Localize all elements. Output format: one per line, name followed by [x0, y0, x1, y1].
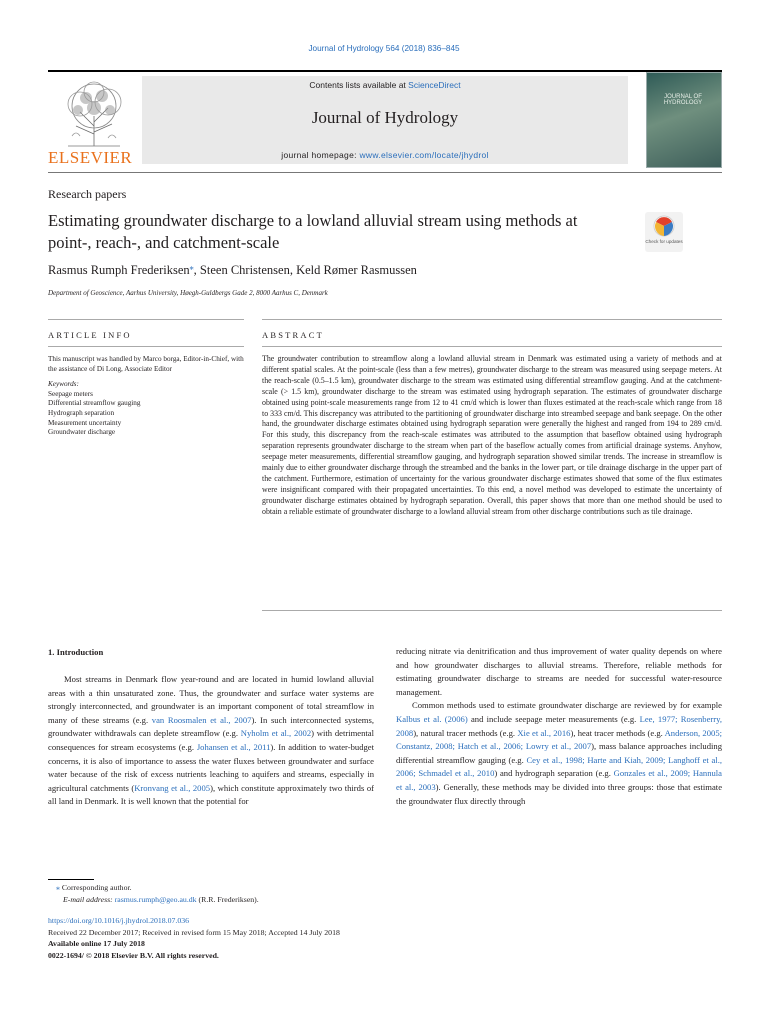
- abstract-text: The groundwater contribution to streamflow along a lowland alluvial stream in Denmark was estimated using a variety of methods and at different spatial scales. At the point-scale (less than a few metres), groundwater discharge to the stream was measured using seepage meters. At the reach-scale (0.5–1.5 km), groundwater discharge to the stream was estimated using differential streamflow gauging. And at the catchment-scale (> 1.5 km), groundwater discharge to the stream was estimated using hydrograph separation. The estimates of groundwater discharge obtained using point-scale measurements range from 12 to 41 cm/d which is lower than fluxes estimated at the reach-scale which range from 18 to 333 cm/d. This discrepancy was attributed to the partitioning of groundwater discharge into streambed seepage and bank seepage. On the other hand, the groundwater discharge estimates obtained using hydrograph separation were generally the highest and ranged from 194 to 289 cm/d. For this study, this discrepancy from the reach-scale estimates was attributed to the assumption that baseflow obtained using hydrograph separation represents groundwater discharge to the stream when part of the baseflow actually comes from artificial drainage systems. Anyhow, seepage meter measurements, differential streamflow gauging, and hydrograph separation showed similar trends. The increase in streamflow is mainly due to either groundwater discharge through the streambed and the banks in the lower part, or tile drainage discharge in the upper part of the catchment. Furthermore, estimation of uncertainty for the various groundwater discharge estimates showed that some of the flux estimates were insignificant compared with their propagated uncertainties. To this end, a novel method was developed to estimate the uncertainty of groundwater discharge estimates obtained by hydrograph separation. Overall, this paper shows that more than one method should be used to obtain a reliable estimate of groundwater discharge to a lowland alluvial stream from other discharge contributions such as tile drainage.: [262, 354, 722, 516]
- handled-by-note: This manuscript was handled by Marco borga, Editor-in-Chief, with the assistance of Di Long, Associate Editor: [48, 355, 244, 373]
- keyword: Measurement uncertainty: [48, 418, 122, 427]
- journal-cover-image[interactable]: [646, 72, 722, 168]
- doi-link[interactable]: https://doi.org/10.1016/j.jhydrol.2018.07.036: [48, 916, 190, 925]
- elsevier-wordmark[interactable]: ELSEVIER: [48, 148, 133, 167]
- article-meta: [48, 915, 548, 961]
- homepage-line: [142, 150, 628, 160]
- body-column-left: [48, 673, 374, 809]
- masthead-rule: [48, 70, 722, 72]
- footnotes: [48, 882, 448, 905]
- journal-title: Journal of Hydrology: [311, 108, 459, 127]
- text-run: ). In addition to water-budget concerns, it is also of importance to assess the water fluxes between groundwater and surface water because of the risk of excess nutrients leaching to aquifers and streams, especially in agricultural catchments (: [48, 741, 374, 793]
- text-run: ), which constitute approximately two thirds of all land in Denmark. It is well known that the potential for: [48, 782, 374, 807]
- email-label: E-mail address:: [63, 894, 115, 904]
- email-note: [48, 894, 448, 906]
- citation-link[interactable]: Anderson, 2005; Constantz, 2008; Hatch et al., 2006; Lowry et al., 2007: [396, 727, 722, 752]
- paragraph: [396, 699, 722, 808]
- text-run: ). In such interconnected systems, groundwater withdrawals can deplete streamflow (e.g.: [48, 714, 374, 739]
- citation-link[interactable]: Nyholm et al., 2002: [240, 728, 312, 739]
- sciencedirect-link[interactable]: ScienceDirect: [408, 80, 461, 90]
- keyword: Hydrograph separation: [48, 408, 115, 417]
- affiliation: Department of Geoscience, Aarhus University, Høegh-Guldbergs Gade 2, 8000 Aarhus C, Denmark: [48, 289, 328, 297]
- keywords-label: Keywords:: [48, 380, 79, 389]
- footnote-marker[interactable]: ⁎: [56, 883, 60, 892]
- article-info-body: [48, 355, 244, 438]
- journal-cover-title: JOURNAL OF HYDROLOGY: [663, 94, 703, 106]
- text-run: Common methods used to estimate groundwater discharge are reviewed by for example: [412, 700, 722, 711]
- masthead-bottom-rule: [48, 172, 722, 173]
- text-run: ), natural tracer methods (e.g.: [413, 727, 518, 738]
- corresponding-author-note: [48, 882, 448, 894]
- abstract-mid-rule: [262, 346, 722, 347]
- abstract-top-rule: [262, 319, 722, 320]
- citation-link[interactable]: Kronvang et al., 2005: [134, 782, 211, 793]
- text-run: ), heat tracer methods (e.g.: [570, 727, 665, 738]
- text-run: ) with detrimental consequences for stream ecosystems (e.g.: [48, 728, 374, 752]
- email-suffix: (R.R. Frederiksen).: [196, 894, 259, 904]
- citation-link[interactable]: Gonzales et al., 2009; Hannula et al., 2003: [396, 768, 723, 792]
- article-history: Received 22 December 2017; Received in revised form 15 May 2018; Accepted 14 July 2018: [48, 927, 340, 937]
- email-link[interactable]: rasmus.rumph@geo.au.dk: [114, 894, 197, 904]
- abstract-bottom-rule: [262, 610, 722, 611]
- article-info-heading: ARTICLE INFO: [48, 330, 132, 340]
- crossmark-label: Check for updates: [645, 239, 683, 244]
- section-label: Research papers: [48, 187, 127, 201]
- corresponding-author-marker[interactable]: ⁎: [189, 263, 194, 272]
- journal-citation[interactable]: Journal of Hydrology 564 (2018) 836–845: [308, 44, 460, 53]
- paragraph: reducing nitrate via denitrification and thus improvement of water quality depends on where and how groundwater discharges to alluvial streams. Therefore, reliable methods for estimating groundwater discharge to streams are needed for successful water-resource management.: [396, 646, 722, 697]
- citation-link[interactable]: Kalbus et al. (2006): [396, 713, 468, 724]
- text-run: ), mass balance approaches including differential streamflow gauging (e.g.: [396, 741, 722, 765]
- article-title: Estimating groundwater discharge to a lowland alluvial stream using methods at point-, reach-, and catchment-scale: [48, 211, 578, 252]
- text-run: ) and hydrograph separation (e.g.: [494, 768, 614, 779]
- citation-link[interactable]: Xie et al., 2016: [517, 727, 571, 738]
- available-online: Available online 17 July 2018: [48, 939, 145, 949]
- citation-link[interactable]: Lee, 1977; Rosenberry, 2008: [396, 713, 722, 738]
- check-for-updates-icon[interactable]: [645, 212, 683, 252]
- corresponding-author: Rasmus Rumph Frederiksen: [48, 263, 190, 277]
- text-run: ). Generally, these methods may be divided into three groups: those that estimate the groundwater flux directly through: [396, 781, 723, 806]
- section-heading-introduction: 1. Introduction: [48, 647, 104, 657]
- text-run: Most streams in Denmark flow year-round and are located in humid lowland alluvial areas with a thin unsaturated zone. Thus, the groundwater and surface water systems are strongly interconnected, and groundwater is an important component of total streamflow in many of these streams (e.g.: [48, 674, 374, 725]
- contents-line: [142, 80, 628, 90]
- text-run: and include seepage meter measurements (e.g.: [467, 713, 640, 724]
- footnote-rule: [48, 879, 94, 880]
- homepage-link[interactable]: www.elsevier.com/locate/jhydrol: [359, 150, 489, 160]
- keyword: Seepage meters: [48, 389, 93, 398]
- abstract-heading: ABSTRACT: [262, 330, 324, 340]
- article-info-mid-rule: [48, 346, 244, 347]
- citation-link[interactable]: Johansen et al., 2011: [196, 741, 271, 752]
- corresponding-author-text: Corresponding author.: [59, 883, 132, 892]
- keyword: Differential streamflow gauging: [48, 399, 141, 408]
- copyright-line: 0022-1694/ © 2018 Elsevier B.V. All rights reserved.: [48, 950, 219, 960]
- body-column-right: [396, 645, 722, 808]
- citation-link[interactable]: van Roosmalen et al., 2007: [151, 714, 252, 725]
- keyword: Groundwater discharge: [48, 428, 116, 437]
- paragraph: [48, 673, 374, 809]
- citation-link[interactable]: Cey et al., 1998; Harte and Kiah, 2009; Langhoff et al., 2006; Schmadel et al., 2010: [396, 754, 722, 779]
- author-list: [48, 263, 417, 278]
- homepage-prefix: journal homepage:: [281, 150, 360, 160]
- co-authors: , Steen Christensen, Keld Rømer Rasmussen: [193, 263, 417, 277]
- article-info-top-rule: [48, 319, 244, 320]
- contents-prefix: Contents lists available at: [309, 80, 409, 90]
